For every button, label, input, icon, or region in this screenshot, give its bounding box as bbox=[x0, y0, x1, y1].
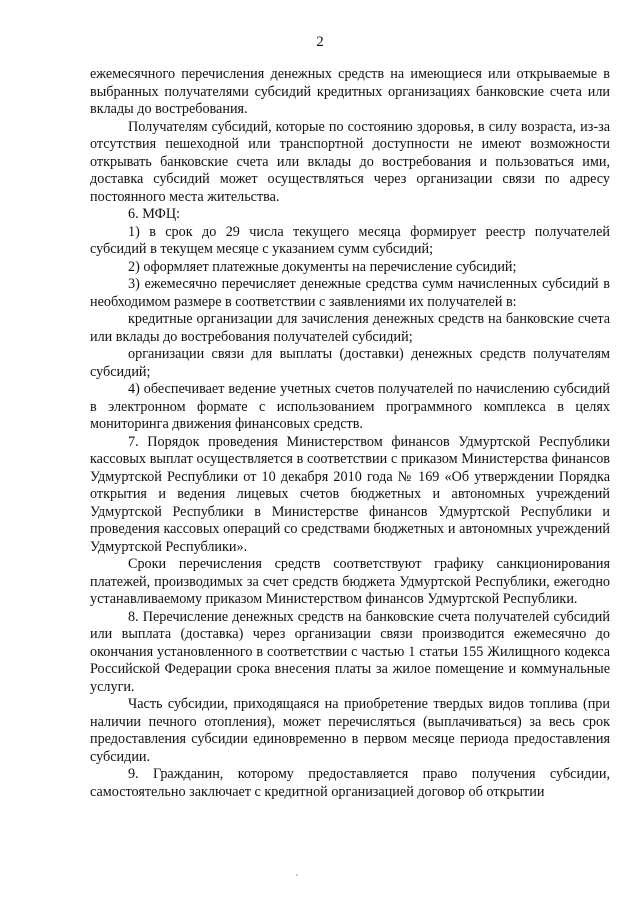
paragraph-mfc-item-4: 4) обеспечивает ведение учетных счетов получателей по начислению субсидий в электронном формате с использованием программного комплекса в целях мониторинга движения финансовых средств. bbox=[90, 381, 610, 432]
paragraph-mfc-heading: 6. МФЦ: bbox=[128, 206, 181, 222]
paragraph-postal-organizations: организации связи для выплаты (доставки) денежных средств получателям субсидий; bbox=[90, 346, 610, 380]
paragraph-mfc-item-2: 2) оформляет платежные документы на перечисление субсидий; bbox=[128, 258, 517, 275]
paragraph-section-9: 9. Гражданин, которому предоставляется право получения субсидии, самостоятельно заключает с кредитной организацией договор об открытии bbox=[90, 766, 610, 800]
paragraph-continuation: ежемесячного перечисления денежных средств на имеющиеся или открываемые в выбранных получателями субсидий кредитных организациях банковские счета или вклады до востребования. bbox=[90, 66, 610, 117]
paragraph-mfc-item-1: 1) в срок до 29 числа текущего месяца формирует реестр получателей субсидий в текущем месяце с указанием сумм субсидий; bbox=[90, 223, 610, 257]
paragraph-delivery-by-post: Получателям субсидий, которые по состоянию здоровья, в силу возраста, из-за отсутствия пешеходной или транспортной доступности не имеют возможности открывать банковские счета или вклады до востребования и пользоваться ими, доставка субсидий может осуществляться через организации связи по адресу постоянного места жительства. bbox=[90, 118, 610, 205]
paragraph-solid-fuel: Часть субсидии, приходящаяся на приобретение твердых видов топлива (при наличии печного отопления), может перечисляться (выплачиваться) за весь срок предоставления субсидии единовременно в первом месяце периода предоставления субсидии. bbox=[90, 696, 610, 765]
paragraph-credit-organizations: кредитные организации для зачисления денежных средств на банковские счета или вклады до востребования получателей субсидий; bbox=[90, 311, 610, 345]
scan-speck bbox=[296, 874, 298, 876]
paragraph-section-8: 8. Перечисление денежных средств на банковские счета получателей субсидий или выплата (доставка) через организации связи производится ежемесячно до окончания установленного в соответствии с частью 1 статьи 155 Жилищного кодекса Российской Федерации срока внесения платы за жилое помещение и коммунальные услуги. bbox=[90, 608, 610, 695]
paragraph-transfer-terms: Сроки перечисления средств соответствуют графику санкционирования платежей, производимых за счет средств бюджета Удмуртской Республики, ежегодно устанавливаемому приказом Министерством финансов Удмуртской Республики. bbox=[90, 556, 610, 607]
page-number: 2 bbox=[316, 34, 324, 50]
document-body bbox=[90, 66, 610, 801]
paragraph-mfc-item-3: 3) ежемесячно перечисляет денежные средства сумм начисленных субсидий в необходимом размере в соответствии с заявлениями их получателей в: bbox=[90, 276, 610, 310]
paragraph-section-7: 7. Порядок проведения Министерством финансов Удмуртской Республики кассовых выплат осуществляется в соответствии с приказом Министерства финансов Удмуртской Республики от 10 декабря 2010 года № 169 «Об утверждении Порядка открытия и ведения лицевых счетов бюджетных и автономных учреждений Удмуртской Республики в Министерстве финансов Удмуртской Республики и проведения кассовых операций со средствами бюджетных и автономных учреждений Удмуртской Республики». bbox=[90, 433, 610, 555]
